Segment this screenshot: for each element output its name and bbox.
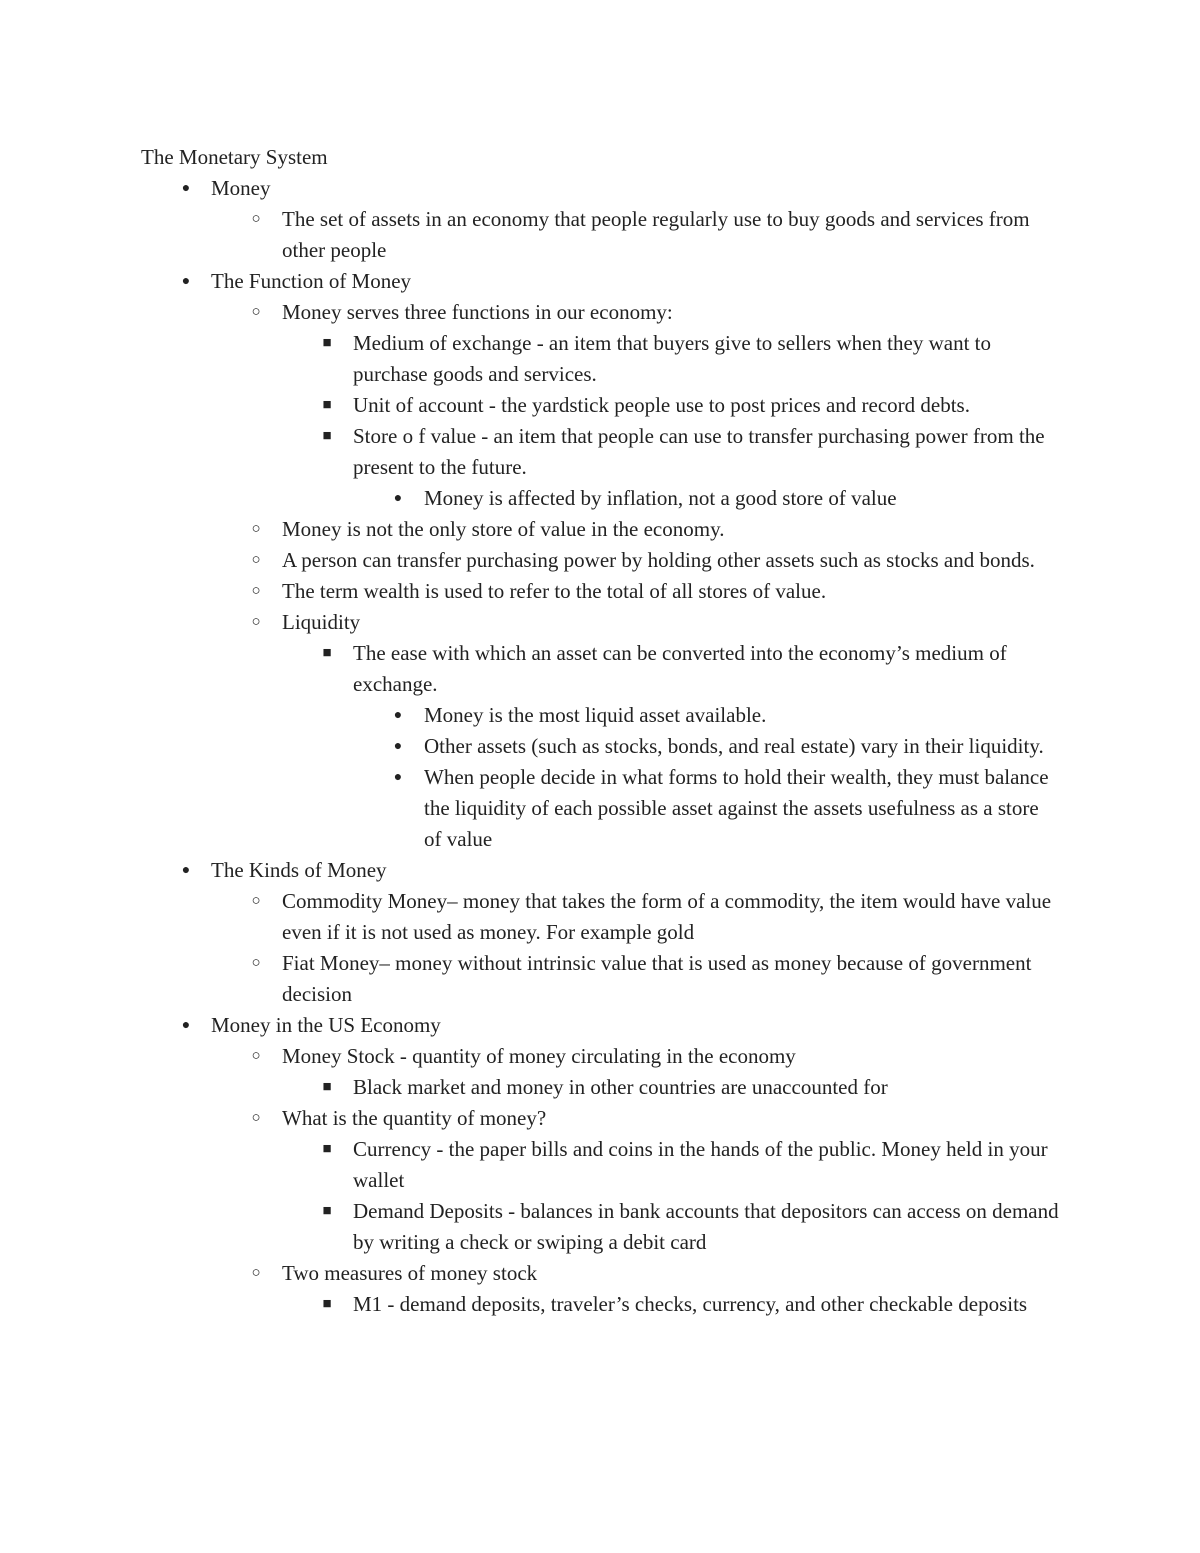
circle-bullet-icon: ○ [251, 304, 261, 320]
list-item-level-4 [0, 731, 1200, 762]
circle-bullet-icon: ○ [251, 521, 261, 537]
list-item-text: Money is the most liquid asset available. [424, 703, 767, 727]
list-item-level-2 [0, 514, 1200, 545]
square-bullet-icon: ■ [322, 645, 332, 661]
list-item-level-4 [0, 700, 1200, 731]
list-item-level-1 [0, 855, 1200, 886]
list-item-text: Other assets (such as stocks, bonds, and real estate) vary in their liquidity. [424, 734, 1044, 758]
list-item-text: Fiat Money– money without intrinsic value that is used as money because of government decision [282, 951, 1032, 1006]
disc-bullet-icon: ● [181, 181, 191, 196]
square-bullet-icon: ■ [322, 428, 332, 444]
list-item-level-3 [0, 421, 1200, 483]
list-item-text: The ease with which an asset can be converted into the economy’s medium of exchange. [353, 641, 1007, 696]
square-bullet-icon: ■ [322, 397, 332, 413]
list-item-level-3 [0, 1196, 1200, 1258]
list-item-level-2 [0, 607, 1200, 638]
list-item-text: When people decide in what forms to hold their wealth, they must balance the liquidity of each possible asset against the assets usefulness as a store of value [424, 765, 1049, 851]
notes-outline [0, 173, 1200, 1320]
circle-bullet-icon: ○ [251, 1265, 261, 1281]
list-item-level-4 [0, 762, 1200, 855]
list-item-level-3 [0, 1072, 1200, 1103]
square-bullet-icon: ■ [322, 1141, 332, 1157]
list-item-level-4 [0, 483, 1200, 514]
list-item-level-1 [0, 266, 1200, 297]
list-item-text: Money serves three functions in our economy: [282, 300, 673, 324]
list-item-level-2 [0, 576, 1200, 607]
list-item-text: Black market and money in other countries are unaccounted for [353, 1075, 888, 1099]
list-item-level-2 [0, 297, 1200, 328]
list-item-text: Money [211, 176, 271, 200]
list-item-text: What is the quantity of money? [282, 1106, 547, 1130]
square-bullet-icon: ■ [322, 335, 332, 351]
disc-bullet-icon: ● [393, 739, 403, 754]
list-item-text: Commodity Money– money that takes the form of a commodity, the item would have value even if it is not used as money. For example gold [282, 889, 1052, 944]
list-item-text: A person can transfer purchasing power by holding other assets such as stocks and bonds. [282, 548, 1035, 572]
list-item-level-2 [0, 948, 1200, 1010]
circle-bullet-icon: ○ [251, 614, 261, 630]
list-item-text: Liquidity [282, 610, 361, 634]
list-item-text: Unit of account - the yardstick people use to post prices and record debts. [353, 393, 970, 417]
circle-bullet-icon: ○ [251, 211, 261, 227]
list-item-level-3 [0, 390, 1200, 421]
list-item-level-3 [0, 328, 1200, 390]
list-item-level-2 [0, 1103, 1200, 1134]
document-title: The Monetary System [141, 145, 328, 169]
disc-bullet-icon: ● [181, 274, 191, 289]
disc-bullet-icon: ● [393, 770, 403, 785]
list-item-text: Money Stock - quantity of money circulating in the economy [282, 1044, 796, 1068]
list-item-text: M1 - demand deposits, traveler’s checks, currency, and other checkable deposits [353, 1292, 1028, 1316]
circle-bullet-icon: ○ [251, 1048, 261, 1064]
list-item-level-3 [0, 1134, 1200, 1196]
list-item-text: Medium of exchange - an item that buyers give to sellers when they want to purchase goods and services. [353, 331, 991, 386]
list-item-level-2 [0, 204, 1200, 266]
list-item-level-1 [0, 1010, 1200, 1041]
list-item-level-2 [0, 886, 1200, 948]
circle-bullet-icon: ○ [251, 552, 261, 568]
square-bullet-icon: ■ [322, 1079, 332, 1095]
list-item-level-2 [0, 1041, 1200, 1072]
list-item-text: Demand Deposits - balances in bank accounts that depositors can access on demand by writing a check or swiping a debit card [353, 1199, 1059, 1254]
disc-bullet-icon: ● [393, 708, 403, 723]
square-bullet-icon: ■ [322, 1203, 332, 1219]
list-item-text: Store o f value - an item that people can use to transfer purchasing power from the present to the future. [353, 424, 1045, 479]
list-item-level-1 [0, 173, 1200, 204]
list-item-level-2 [0, 545, 1200, 576]
list-item-text: Currency - the paper bills and coins in the hands of the public. Money held in your wallet [353, 1137, 1048, 1192]
list-item-text: Money is affected by inflation, not a good store of value [424, 486, 897, 510]
circle-bullet-icon: ○ [251, 955, 261, 971]
list-item-text: Money is not the only store of value in the economy. [282, 517, 725, 541]
list-item-text: The Kinds of Money [211, 858, 387, 882]
list-item-text: Money in the US Economy [211, 1013, 441, 1037]
list-item-text: Two measures of money stock [282, 1261, 538, 1285]
list-item-level-3 [0, 1289, 1200, 1320]
disc-bullet-icon: ● [393, 491, 403, 506]
circle-bullet-icon: ○ [251, 1110, 261, 1126]
list-item-level-2 [0, 1258, 1200, 1289]
disc-bullet-icon: ● [181, 1018, 191, 1033]
list-item-text: The term wealth is used to refer to the total of all stores of value. [282, 579, 827, 603]
disc-bullet-icon: ● [181, 863, 191, 878]
list-item-text: The Function of Money [211, 269, 412, 293]
circle-bullet-icon: ○ [251, 893, 261, 909]
square-bullet-icon: ■ [322, 1296, 332, 1312]
circle-bullet-icon: ○ [251, 583, 261, 599]
list-item-text: The set of assets in an economy that people regularly use to buy goods and services from other people [282, 207, 1030, 262]
list-item-level-3 [0, 638, 1200, 700]
